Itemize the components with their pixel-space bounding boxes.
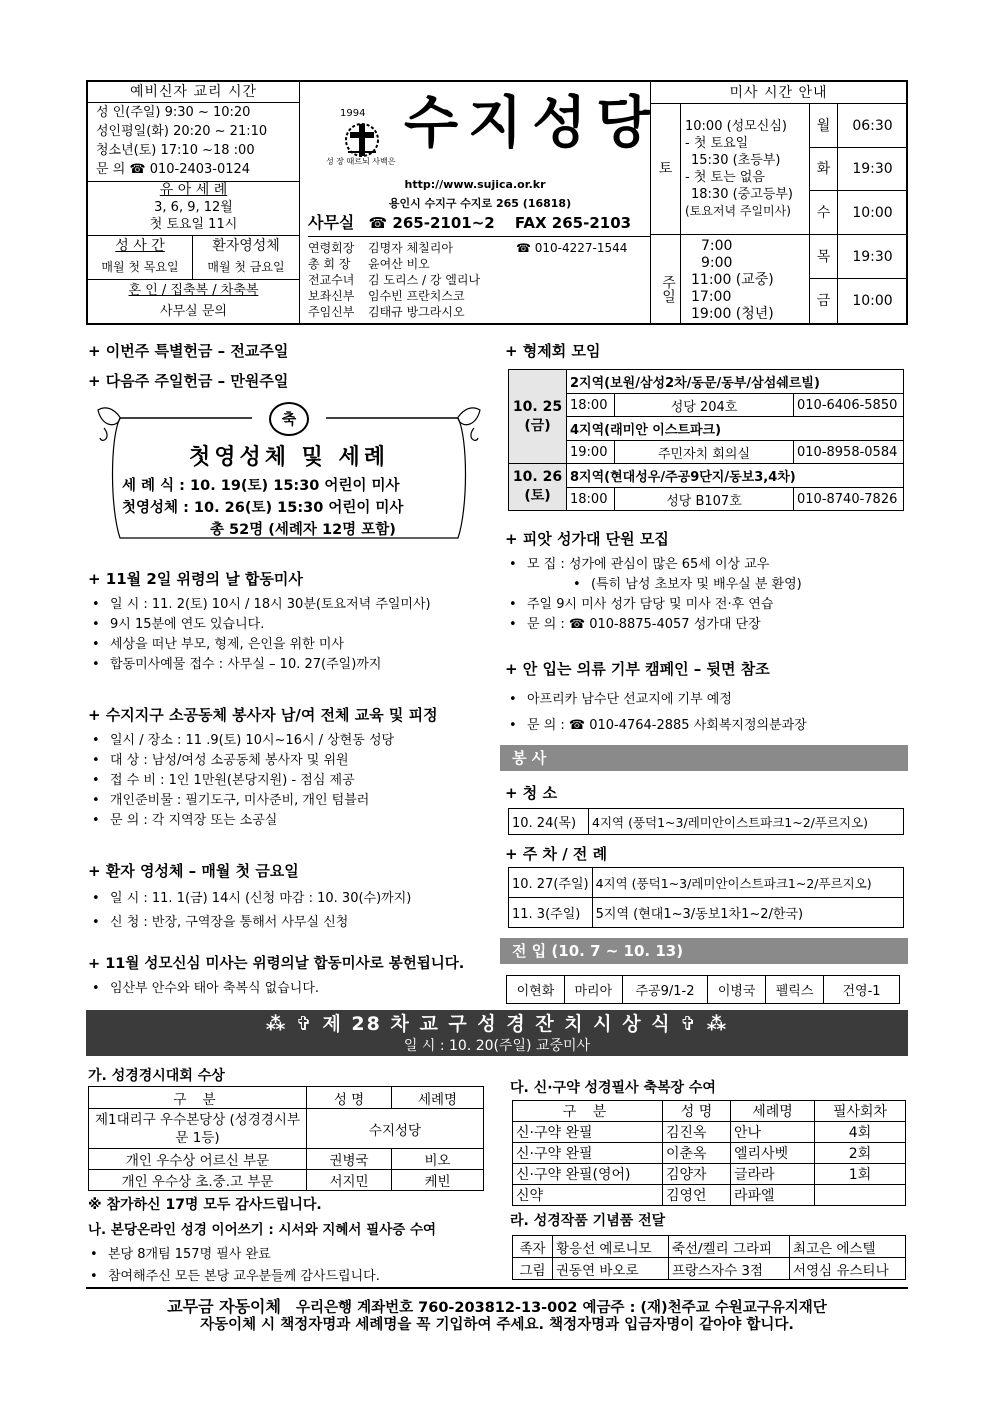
meeting-date: 10. 26 (토) [509, 464, 567, 511]
table-cell: 글라라 [731, 1164, 815, 1185]
table-header: 구 분 [513, 1101, 663, 1122]
list-item: • 아프리카 남수단 선교지에 기부 예정 [505, 687, 905, 713]
table-cell: 김양자 [663, 1164, 731, 1185]
section-title: + 피앗 성가대 단원 모집 [505, 530, 669, 548]
ceremony-title: ⁂ ✞ 제 28 차 교 구 성 경 잔 치 시 상 식 ✞ ⁂ [265, 1013, 729, 1035]
table-cell [815, 1185, 906, 1206]
award-baptismal: 비오 [392, 1149, 484, 1170]
banner-line2: 첫영성체 : 10. 26(토) 15:30 어린이 미사 [122, 500, 404, 516]
section-title: + 11월 2일 위령의 날 합동미사 [88, 570, 303, 588]
table-cell: 2회 [815, 1143, 906, 1164]
cleaning-date: 10. 24(목) [509, 809, 589, 835]
mass-time: 18:30 (중고등부) [691, 187, 793, 202]
infant-baptism-title: 유 아 세 례 [159, 182, 228, 198]
meeting-group: 2지역(보원/삼성2차/동문/동부/삼섬쉐르빌) [567, 370, 904, 394]
section-title: + 수지지구 소공동체 봉사자 남/여 전체 교육 및 피정 [88, 706, 438, 724]
staff-list [308, 240, 650, 320]
table-cell: 엘리사벳 [731, 1143, 815, 1164]
banner-emblem [269, 402, 309, 436]
mass-time: 9:00 [701, 255, 733, 271]
mass-time: 17:00 [691, 289, 732, 305]
list-item: • 세상을 떠난 부모, 형제, 은인을 위한 미사 [88, 635, 492, 655]
offering-next-week: + 다음주 주일헌금 – 만원주일 [88, 372, 289, 390]
weekday-time: 06:30 [852, 118, 893, 134]
list-item: • 문 의 : 각 지역장 또는 소공실 [88, 811, 492, 831]
church-website[interactable]: http://www.sujica.or.kr [404, 178, 546, 191]
parking-desc: 5지역 (현대1~3/동보1차1~2/한국) [592, 898, 903, 928]
list-item: • 신 청 : 반장, 구역장을 통해서 사무실 신청 [88, 911, 492, 935]
table-cell: 신·구약 완필(영어) [513, 1164, 663, 1185]
catechism-row: 성 인(주일) 9:30 ~ 10:20 [96, 105, 251, 120]
na-title: 나. 본당온라인 성경 이어쓰기 : 시서와 지혜서 필사증 수여 [88, 1222, 437, 1238]
list-item: • 일 시 : 11. 2(토) 10시 / 18시 30분(토요저녁 주일미사) [88, 595, 492, 615]
list-item: • 모 집 : 성가에 관심이 많은 65세 이상 교우 [505, 555, 905, 575]
confession-value: 매월 첫 목요일 [101, 260, 179, 274]
table-cell: 프랑스자수 3점 [668, 1258, 789, 1280]
table-cell: 신약 [513, 1185, 663, 1206]
award-category: 개인 우수상 어르신 부문 [89, 1149, 307, 1170]
section-clothes-donation [505, 658, 905, 739]
office-fax: FAX 265-2103 [514, 214, 632, 232]
transfer-cell: 펠릭스 [766, 976, 824, 1004]
ra-title: 라. 성경작품 기념품 전달 [510, 1213, 666, 1229]
weekday-row [810, 148, 907, 191]
transfer-cell: 이병국 [708, 976, 766, 1004]
mass-time: 15:30 (초등부) [691, 153, 781, 168]
church-address: 용인시 수지구 수지로 265 (16818) [388, 197, 572, 210]
staff-row [308, 272, 650, 288]
table-header: 성 명 [307, 1087, 392, 1109]
infant-baptism-line1: 3, 6, 9, 12월 [154, 200, 233, 215]
logo-motto: 성 장 때르뇌 사백은 [326, 157, 396, 166]
mass-time: 7:00 [701, 238, 733, 254]
meeting-phone: 010-8958-0584 [794, 441, 904, 464]
table-cell: 김영언 [663, 1185, 731, 1206]
list-item: • 접 수 비 : 1인 1만원(본당지원) - 점심 제공 [88, 771, 492, 791]
list-item: • 문 의 : ☎ 010-4764-2885 사회복지정의분과장 [505, 713, 905, 739]
wedding-box [88, 280, 300, 323]
weekday-day: 수 [810, 191, 838, 234]
staff-role: 연령회장 [308, 241, 355, 255]
list-item: • 참여해주신 모든 본당 교우분들께 감사드립니다. [86, 1266, 380, 1288]
staff-row [308, 304, 650, 320]
staff-row [308, 256, 650, 272]
list-item: • 문 의 : ☎ 010-8875-4057 성가대 단장 [505, 615, 905, 635]
banner-title: 첫영성체 및 세례 [188, 445, 390, 470]
footer-account: 우리은행 계좌번호 760-203812-13-002 예금주 : (재)천주교 수원교구유지재단 [296, 1300, 827, 1316]
mass-time: (토요저녁 주일미사) [685, 204, 791, 218]
mass-time: - 첫 토는 없음 [685, 170, 765, 185]
award-table [88, 1086, 484, 1191]
mass-schedule [650, 82, 906, 323]
wedding-value: 사무실 문의 [160, 304, 227, 319]
mass-weekday [809, 104, 907, 323]
catechism-box [88, 82, 300, 182]
mass-time: 19:00 (청년) [691, 306, 774, 322]
table-cell: 족자 [513, 1236, 553, 1258]
table-cell: 안나 [731, 1122, 815, 1143]
award-baptismal: 케빈 [392, 1170, 484, 1191]
ceremony-subtitle: 일 시 : 10. 20(주일) 교중미사 [403, 1038, 591, 1054]
confession-title: 성 사 간 [115, 238, 165, 254]
staff-name: 임수빈 프란치스코 [368, 289, 465, 303]
mass-time: 11:00 (교중) [691, 272, 774, 288]
meeting-place: 성당 204호 [615, 394, 794, 417]
catechism-title: 예비신자 교리 시간 [88, 82, 299, 103]
table-cell: 황응선 예로니모 [553, 1236, 669, 1258]
meeting-title: + 형제회 모임 [505, 342, 601, 360]
church-logo [326, 86, 402, 172]
cleaning-table [508, 808, 904, 835]
sick-communion-value: 매월 첫 금요일 [207, 260, 285, 274]
staff-row [308, 240, 650, 256]
list-item: • 9시 15분에 연도 있습니다. [88, 615, 492, 635]
mass-sun-times [691, 238, 774, 323]
list-item-continued: • (특히 남성 초보자 및 배우실 분 환영) [505, 575, 905, 595]
ga-title: 가. 성경경시대회 수상 [88, 1068, 225, 1084]
table-cell: 그림 [513, 1258, 553, 1280]
staff-role: 전교수녀 [308, 273, 355, 287]
office-phone: ☎ 265-2101~2 [368, 214, 495, 232]
section-title: + 안 입는 의류 기부 캠페인 – 뒷면 참조 [505, 660, 770, 678]
weekday-time: 10:00 [852, 293, 893, 309]
wedding-title: 혼 인 / 집축복 / 차축복 [128, 283, 259, 298]
section-title: + 환자 영성체 – 매월 첫 금요일 [88, 862, 299, 880]
table-cell: 1회 [815, 1164, 906, 1185]
parking-date: 11. 3(주일) [509, 898, 593, 928]
table-cell: 신·구약 완필 [513, 1122, 663, 1143]
list-item: • 일 시 : 11. 1(금) 14시 (신청 마감 : 10. 30(수)까지) [88, 887, 492, 911]
meeting-phone: 010-8740-7826 [794, 488, 904, 511]
na-list [86, 1244, 380, 1288]
office-label: 사무실 [308, 213, 355, 232]
meeting-place: 성당 B107호 [615, 488, 794, 511]
list-item: • 합동미사예물 접수 : 사무실 – 10. 27(주일)까지 [88, 655, 492, 675]
banner-emblem-text: 축 [281, 410, 297, 428]
cleaning-title: + 청 소 [505, 784, 557, 802]
table-cell: 신·구약 완필 [513, 1143, 663, 1164]
staff-role: 총 회 장 [308, 257, 351, 271]
church-name: 수지성당 [404, 91, 661, 156]
staff-phone: ☎ 010-4227-1544 [516, 241, 628, 255]
mass-time: - 첫 토요일 [685, 136, 749, 151]
meeting-group: 8지역(현대성우/주공9단지/동보3,4차) [567, 464, 904, 488]
table-cell: 서영심 유스티나 [790, 1258, 906, 1280]
office-contact [308, 210, 650, 237]
section-choir [505, 528, 905, 635]
infant-baptism-line2: 첫 토요일 11시 [149, 217, 238, 232]
weekday-time: 19:30 [852, 161, 893, 177]
meeting-table [508, 369, 904, 511]
weekday-row [810, 279, 907, 323]
table-header: 구 분 [89, 1087, 307, 1109]
offering-this-week: + 이번주 특별헌금 – 전교주일 [88, 342, 289, 360]
table-cell: 김진옥 [663, 1122, 731, 1143]
confession-box [88, 236, 193, 280]
table-header: 세례명 [392, 1087, 484, 1109]
table-cell: 이춘옥 [663, 1143, 731, 1164]
table-header: 필사회차 [815, 1101, 906, 1122]
meeting-time: 18:00 [567, 488, 615, 511]
transfer-cell: 마리아 [564, 976, 622, 1004]
table-cell: 최고은 에스텔 [790, 1236, 906, 1258]
first-communion-banner [92, 398, 486, 550]
table-header: 세례명 [731, 1101, 815, 1122]
mass-saturday [651, 104, 809, 235]
section-all-souls [88, 568, 492, 675]
table-cell: 라파엘 [731, 1185, 815, 1206]
transfer-cell: 건영-1 [824, 976, 900, 1004]
banner-line1: 세 례 식 : 10. 19(토) 15:30 어린이 미사 [122, 478, 400, 494]
award-name: 서지민 [307, 1170, 392, 1191]
staff-role: 보좌신부 [308, 289, 355, 303]
mass-sat-times [685, 118, 809, 220]
meeting-date: 10. 25 (금) [509, 370, 567, 464]
cleaning-desc: 4지역 (풍덕1~3/레미안이스트파크1~2/푸르지오) [589, 809, 904, 835]
mass-title: 미사 시간 안내 [651, 82, 906, 104]
list-item: • 임산부 안수와 태아 축복식 없습니다. [88, 979, 492, 999]
footer-title: 교무금 자동이체 [167, 1297, 281, 1316]
ga-note: ※ 참가하신 17명 모두 감사드립니다. [88, 1197, 322, 1213]
cross-emblem-icon [342, 118, 382, 160]
footer-line2: 자동이체 시 책정자명과 세례명을 꼭 기입하여 주세요. 책정자명과 입금자명이 같아야 합니다. [200, 1317, 794, 1333]
table-header: 성 명 [663, 1101, 731, 1122]
list-item: • 본당 8개팀 157명 필사 완료 [86, 1244, 380, 1266]
transfer-bar: 전 입 (10. 7 ~ 10. 13) [500, 938, 908, 964]
list-item: • 개인준비물 : 필기도구, 미사준비, 개인 텀블러 [88, 791, 492, 811]
meeting-group: 4지역(래미안 이스트파크) [567, 417, 904, 441]
section-community-training [88, 704, 492, 831]
table-cell: 죽선/켈리 그라피 [668, 1236, 789, 1258]
list-item: • 주일 9시 미사 성가 담당 및 미사 전·후 연습 [505, 595, 905, 615]
list-item: • 일시 / 장소 : 11 .9(토) 10시~16시 / 상현동 성당 [88, 731, 492, 751]
artwork-table [512, 1235, 906, 1280]
section-sick-communion [88, 860, 492, 935]
transfer-table [506, 975, 900, 1004]
weekday-row [810, 235, 907, 279]
catechism-row: 성인평일(화) 20:20 ~ 21:10 [96, 124, 268, 139]
sick-communion-box [193, 236, 300, 280]
staff-row [308, 288, 650, 304]
mass-time: 10:00 (성모신심) [685, 119, 787, 134]
mass-sun-label: 주일 [651, 235, 681, 323]
mass-sunday [651, 235, 809, 323]
section-title: + 11월 성모신심 미사는 위령의날 합동미사로 봉헌됩니다. [88, 956, 465, 972]
staff-name: 윤여산 비오 [368, 257, 430, 271]
award-category: 제1대리구 우수본당상 (성경경시부문 1등) [89, 1109, 307, 1149]
meeting-place: 주민자치 회의실 [615, 441, 794, 464]
parking-title: + 주 차 / 전 례 [505, 845, 608, 863]
parking-table [508, 867, 904, 928]
staff-name: 김명자 체칠리아 [368, 241, 453, 255]
banner-line3: 총 52명 (세례자 12명 포함) [210, 522, 396, 538]
meeting-time: 19:00 [567, 441, 615, 464]
transcription-table [512, 1100, 906, 1206]
transfer-cell: 주공9/1-2 [622, 976, 707, 1004]
mass-sat-label: 토 [651, 104, 681, 235]
catechism-row: 청소년(토) 17:10 ~18 :00 [96, 143, 255, 158]
award-name: 권병국 [307, 1149, 392, 1170]
weekday-time: 10:00 [852, 205, 893, 221]
infant-baptism-box [88, 182, 300, 236]
footer-divider [86, 1287, 908, 1289]
logo-year: 1994 [340, 108, 366, 119]
table-cell: 4회 [815, 1122, 906, 1143]
staff-name: 김태규 방그라시오 [368, 305, 465, 319]
da-title: 다. 신·구약 성경필사 축복장 수여 [510, 1080, 716, 1096]
staff-name: 김 도리스 / 강 엘리나 [368, 273, 481, 287]
weekday-row [810, 191, 907, 235]
award-category: 개인 우수상 초.중.고 부문 [89, 1170, 307, 1191]
catechism-row: 문 의 ☎ 010-2403-0124 [96, 162, 251, 177]
parking-date: 10. 27(주일) [509, 868, 593, 898]
meeting-time: 18:00 [567, 394, 615, 417]
section-marian-mass [88, 952, 492, 999]
service-bar: 봉 사 [500, 745, 908, 771]
weekday-day: 목 [810, 235, 838, 278]
staff-role: 주임신부 [308, 305, 355, 319]
weekday-day: 화 [810, 148, 838, 190]
parking-desc: 4지역 (풍덕1~3/레미안이스트파크1~2/푸르지오) [592, 868, 903, 898]
sick-communion-title: 환자영성체 [212, 238, 280, 254]
table-cell: 권동연 바오로 [553, 1258, 669, 1280]
meeting-phone: 010-6406-5850 [794, 394, 904, 417]
transfer-cell: 이현화 [507, 976, 565, 1004]
weekday-row [810, 104, 907, 148]
ceremony-banner [86, 1010, 908, 1056]
award-name: 수지성당 [307, 1109, 484, 1149]
weekday-time: 19:30 [852, 249, 893, 265]
weekday-day: 금 [810, 279, 838, 323]
list-item: • 대 상 : 남성/여성 소공동체 봉사자 및 위원 [88, 751, 492, 771]
weekday-day: 월 [810, 104, 838, 147]
